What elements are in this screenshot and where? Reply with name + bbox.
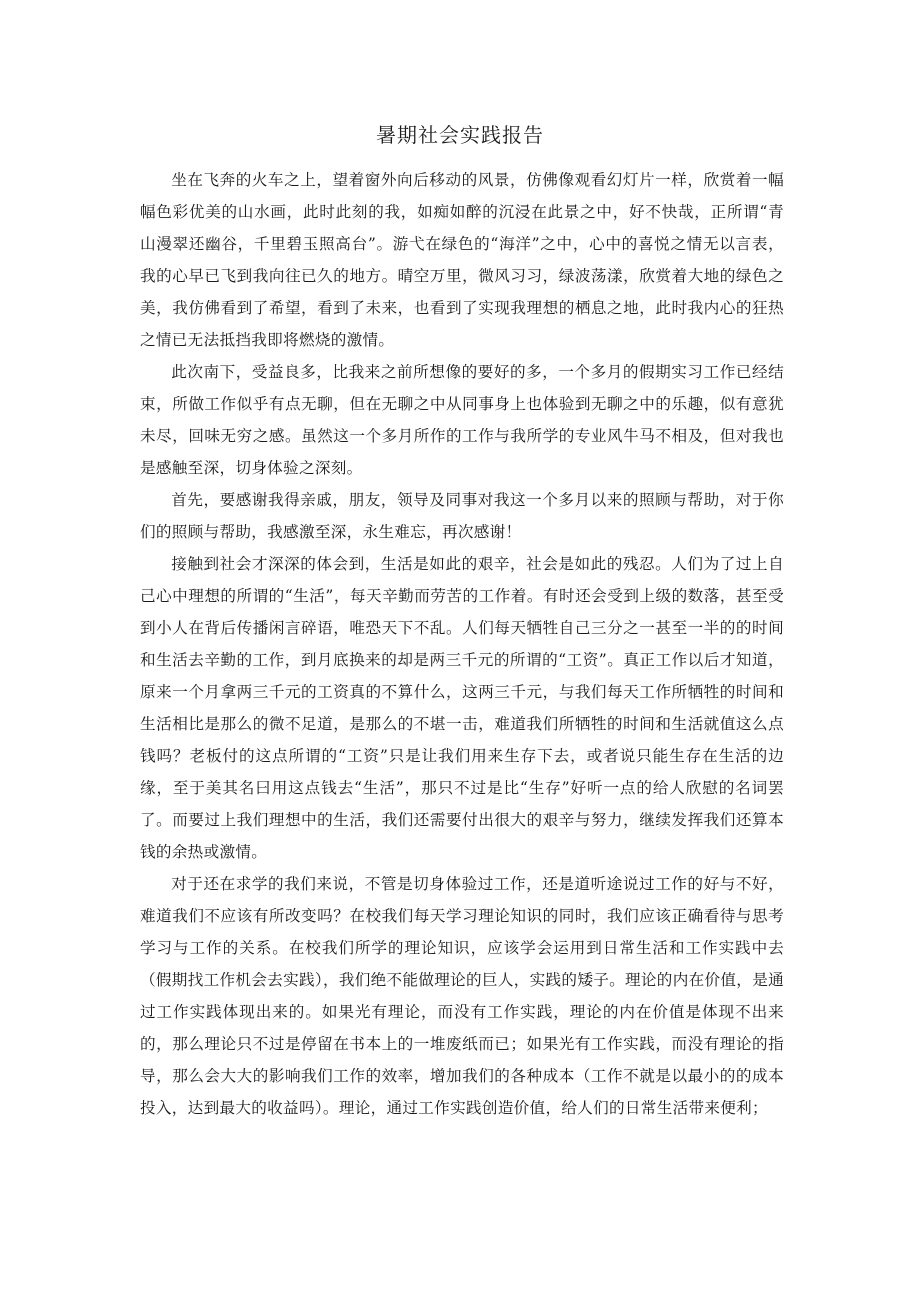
paragraph-4: 接触到社会才深深的体会到，生活是如此的艰辛，社会是如此的残忍。人们为了过上自己心中理想的所谓的“生活”，每天辛勤而劳苦的工作着。有时还会受到上级的数落，甚至受到小人在背后传播闲言碎语，唯恐天下不乱。人们每天牺牲自己三分之一甚至一半的的时间和生活去辛勤的工作，到月底换来的却是两三千元的所谓的“工资”。真正工作以后才知道，原来一个月拿两三千元的工资真的不算什么，这两三千元，与我们每天工作所牺牲的时间和生活相比是那么的微不足道，是那么的不堪一击，难道我们所牺牲的时间和生活就值这么点钱吗？老板付的这点所谓的“工资”只是让我们用来生存下去，或者说只能生存在生活的边缘，至于美其名曰用这点钱去“生活”，那只不过是比“生存”好听一点的给人欣慰的名词罢了。而要过上我们理想中的生活，我们还需要付出很大的艰辛与努力，继续发挥我们还算本钱的余热或激情。: [140, 555, 784, 861]
document-body: [140, 164, 784, 1124]
paragraph-1: 坐在飞奔的火车之上，望着窗外向后移动的风景，仿佛像观看幻灯片一样，欣赏着一幅幅色彩优美的山水画，此时此刻的我，如痴如醉的沉浸在此景之中，好不快哉，正所谓“青山漫翠还幽谷，千里碧玉照高台”。游弋在绿色的“海洋”之中，心中的喜悦之情无以言表，我的心早已飞到我向往已久的地方。晴空万里，微风习习，绿波荡漾，欣赏着大地的绿色之美，我仿佛看到了希望，看到了未来，也看到了实现我理想的栖息之地，此时我内心的狂热之情已无法抵挡我即将燃烧的激情。: [140, 171, 784, 349]
paragraph-2: 此次南下，受益良多，比我来之前所想像的要好的多，一个多月的假期实习工作已经结束，所做工作似乎有点无聊，但在无聊之中从同事身上也体验到无聊之中的乐趣，似有意犹未尽，回味无穷之感。虽然这一个多月所作的工作与我所学的专业风牛马不相及，但对我也是感触至深，切身体验之深刻。: [140, 363, 784, 477]
document-title: 暑期社会实践报告: [376, 123, 544, 147]
paragraph-3: 首先，要感谢我得亲戚，朋友，领导及同事对我这一个多月以来的照顾与帮助，对于你们的照顾与帮助，我感激至深，永生难忘，再次感谢！: [140, 491, 784, 541]
paragraph-5: 对于还在求学的我们来说，不管是切身体验过工作，还是道听途说过工作的好与不好，难道我们不应该有所改变吗？在校我们每天学习理论知识的同时，我们应该正确看待与思考学习与工作的关系。在校我们所学的理论知识，应该学会运用到日常生活和工作实践中去（假期找工作机会去实践），我们绝不能做理论的巨人，实践的矮子。理论的内在价值，是通过工作实践体现出来的。如果光有理论，而没有工作实践，理论的内在价值是体现不出来的，那么理论只不过是停留在书本上的一堆废纸而已；如果光有工作实践，而没有理论的指导，那么会大大的影响我们工作的效率，增加我们的各种成本（工作不就是以最小的的成本投入，达到最大的收益吗）。理论，通过工作实践创造价值，给人们的日常生活带来便利；: [140, 875, 784, 1117]
